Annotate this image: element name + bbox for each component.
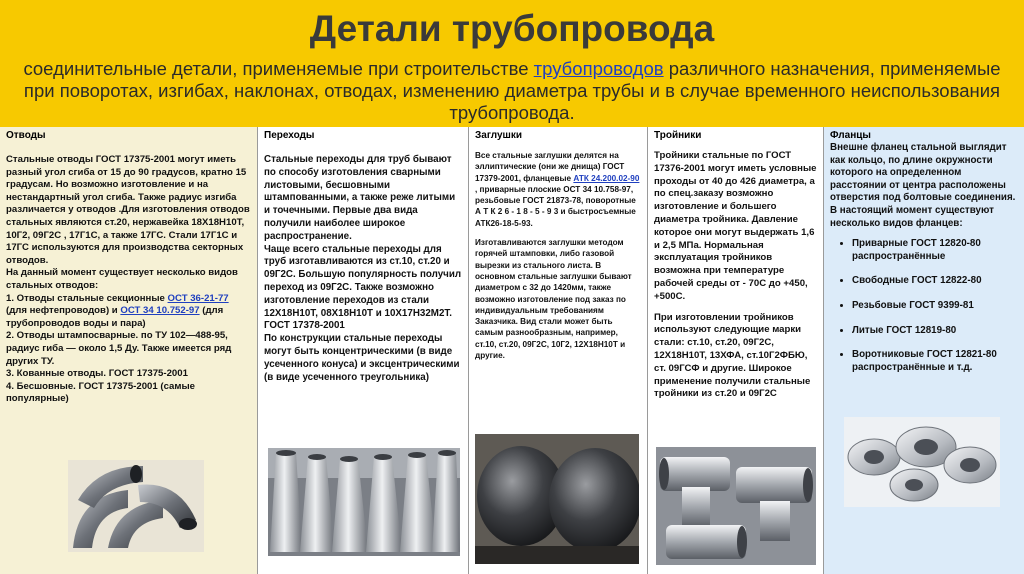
page-subtitle — [20, 58, 1004, 124]
otvody-type-1 — [6, 293, 251, 331]
otvody-type-1-text: 1. Отводы стальные секционные — [6, 292, 168, 304]
perekhody-description: Стальные переходы для труб бывают по способу изготовления сварными листовыми, бесшовными штампованными, а также реже литыми и точечными. Первые два вида получили наиболее широкое распространение. — [264, 154, 456, 242]
column-title-zaglushki: Заглушки — [475, 130, 523, 141]
list-item: • Свободные ГОСТ 12822-80 — [852, 275, 1018, 288]
list-item: • Приварные ГОСТ 12820-80 распространённые — [852, 238, 1018, 263]
flanges-photo — [844, 417, 1000, 507]
list-item: • Литые ГОСТ 12819-80 — [852, 325, 1018, 338]
otvody-description: Стальные отводы ГОСТ 17375-2001 могут иметь разный угол сгиба от 15 до 90 градусов, кратно 15 градусам. Но возможно изготовление и на нестандартный угол сгиба. Также радиус изгиба различается у отводов .Для изготовления отводов стальных являются ст.20, нержавейка 18Х18Н10Т, 10Г2, 09Г2С , 17Г1С, а также 17ГС. Стали 17Г1С и 17ГС используются для производства секторных отводов. — [6, 154, 250, 266]
column-otvody — [0, 127, 258, 574]
column-perekhody — [258, 127, 469, 574]
column-flantsy — [824, 127, 1024, 574]
subtitle-text-1: соединительные детали, применяемые при строительстве — [23, 58, 534, 79]
column-title-perekhody: Переходы — [264, 130, 315, 141]
otvody-type-3: 3. Кованные отводы. ГОСТ 17375-2001 — [6, 368, 188, 380]
perekhody-materials: Чаще всего стальные переходы для труб изготавливаются из ст.10, ст.20 и 09Г2С. Большую популярность получил переход из 09Г2С. Также возможно изготовление переходов из стали 12Х18Н10Т, 08Х18Н10Т и 10Х17Н32М2Т. ГОСТ 17378-2001 — [264, 243, 462, 332]
subtitle-text-2: различного назначения, применяемые при поворотах, изгибах, наклонах, отводах, изменению диаметра трубы и в случае временного неиспользования трубопровода. — [23, 58, 1001, 123]
otvody-type-1-text-3: (для трубопроводов воды и пара) — [6, 305, 224, 329]
zaglushki-types — [475, 150, 641, 229]
list-item: • Воротниковые ГОСТ 12821-80 распространённые и т.д. — [852, 349, 1018, 374]
otvody-types-intro: На данный момент существует несколько видов стальных отводов: — [6, 267, 238, 291]
column-title-flantsy: Фланцы — [830, 130, 871, 141]
troyniki-materials: При изготовлении тройников используют следующие марки стали: ст.10, ст.20, 09Г2С, 12Х18Н10Т, 13ХФА, ст.10Г2ФБЮ, ст. 09ГСФ и другие. Широкое применение получили стальные тройники из ст.20 и 09Г2С — [654, 311, 811, 400]
details-table — [0, 127, 1024, 574]
elbows-photo — [68, 460, 204, 552]
zaglushki-manufacturing: Изготавливаются заглушки методом горячей штамповки, либо газовой вырезки из стального листа. В основном стальные заглушки бывают диаметром с 32 до 1420мм, также возможно изготовление под заказ по индивидуальным требованиям Заказчика. Вид стали может быть самым разнообразным, например, ст.10, ст.20, 09Г2С, 10Г2, 12Х18Н10Т и другие. — [475, 238, 632, 361]
ost-36-21-77-link[interactable]: ОСТ 36-21-77 — [167, 292, 229, 304]
otvody-type-2: 2. Отводы штампосварные. по ТУ 102—488-95, радиус гиба — около 1,5 Ду. Также имеется ряд других ТУ. — [6, 330, 232, 367]
column-zaglushki — [469, 127, 648, 574]
caps-photo — [475, 434, 639, 564]
otvody-type-1-text-2: (для нефтепроводов) и — [6, 305, 121, 317]
list-item: • Резьбовые ГОСТ 9399-81 — [852, 300, 1018, 313]
reducers-photo — [268, 448, 460, 556]
ost-34-10752-97-link[interactable]: ОСТ 34 10.752-97 — [120, 305, 200, 317]
page-title: Детали трубопровода — [309, 8, 715, 49]
column-title-otvody: Отводы — [6, 130, 46, 141]
tees-photo — [656, 447, 816, 565]
pipelines-link[interactable]: трубопроводов — [533, 58, 664, 79]
otvody-type-4: 4. Бесшовные. ГОСТ 17375-2001 (самые популярные) — [6, 380, 195, 405]
atk-24-200-02-90-link[interactable]: АТК 24.200.02-90 — [573, 173, 640, 183]
flantsy-description: Внешне фланец стальной выглядит как кольцо, по длине окружности которого на определенном расстоянии от центра расположены отверстия под болтовые соединения. В настоящий момент существуют несколько видов фланцев: — [830, 142, 1016, 229]
troyniki-description: Тройники стальные по ГОСТ 17376-2001 могут иметь условные проходы от 40 до 426 диаметра, а по спец.заказу возможно изготовление и большего диаметра тройника. Давление которое они могут выдержать 1,6 и 2,5 МПа. Нормальная эксплуатация тройников возможна при температуре рабочей среды от - 70С до +450, +500С. — [654, 150, 817, 302]
column-troyniki — [648, 127, 824, 574]
flantsy-list — [830, 238, 1018, 374]
perekhody-construction: По конструкции стальные переходы могут быть концентрическими (в виде усеченного конуса) и эксцентрическими (в виде усеченного треугольника) — [264, 333, 460, 383]
header-banner — [0, 0, 1024, 127]
column-title-troyniki: Тройники — [654, 130, 702, 141]
zaglushki-types-text-2: , приварные плоские ОСТ 34 10.758-97, резьбовые ГОСТ 21873-78, поворотные А Т К 2 6 - 1 8 - 5 - 9 3 и быстросъемные АТК26-18-5-93. — [475, 184, 636, 228]
zaglushki-types-text: Все стальные заглушки делятся на эллиптические (они же днища) ГОСТ 17379-2001, фланцевые — [475, 151, 625, 183]
